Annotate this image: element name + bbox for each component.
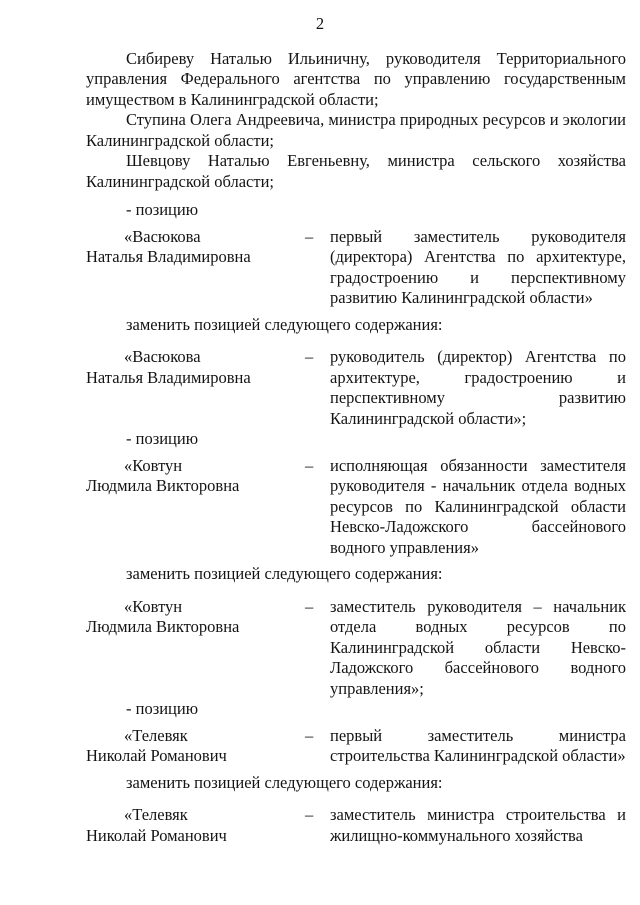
name-line2: Наталья Владимировна (86, 247, 251, 266)
name-line2: Людмила Викторовна (86, 617, 240, 636)
name-line1: «Васюкова (124, 347, 201, 366)
dash-separator: – (305, 455, 314, 475)
position-row-kovtun-old (86, 456, 626, 559)
dash-separator: – (305, 596, 314, 616)
dash-separator: – (305, 347, 314, 366)
intro-paragraphs (86, 49, 626, 193)
position-row-televyak-old (86, 726, 626, 767)
position-marker: - позицию (126, 429, 199, 448)
position-description: первый заместитель руководителя (директора) Агентства по архитектуре, градостроению и перспективному развитию Калининградской области» (330, 226, 626, 307)
replace-instruction: заменить позицией следующего содержания: (126, 314, 443, 334)
name-line1: «Ковтун (124, 455, 183, 475)
position-row-televyak-new (86, 805, 626, 846)
position-row-vasyukova-new (86, 347, 626, 429)
name-line2: Николай Романович (86, 825, 227, 845)
position-marker: - позицию (126, 699, 199, 718)
position-name (86, 347, 305, 388)
replace-instruction: заменить позицией следующего содержания: (126, 564, 443, 583)
name-line1: «Ковтун (124, 596, 183, 616)
document-content (86, 49, 626, 847)
position-name (86, 726, 305, 767)
dash-separator: – (305, 226, 314, 246)
name-line2: Наталья Владимировна (86, 367, 251, 387)
position-row-vasyukova-old (86, 227, 626, 309)
name-line1: «Телевяк (124, 805, 188, 824)
position-description: заместитель министра строительства и жилищно-коммунального хозяйства (330, 805, 626, 845)
name-line1: «Васюкова (124, 226, 201, 246)
position-description: руководитель (директор) Агентства по архитектуре, градостроению и перспективному развитию Калининградской области»; (330, 347, 626, 428)
page-number: 2 (315, 14, 325, 33)
paragraph-sibireva: Сибиреву Наталью Ильиничну, руководителя Территориального управления Федерального агентства по управлению государственным имуществом в Калининградской области; (86, 48, 626, 109)
position-row-kovtun-new (86, 597, 626, 700)
replace-instruction: заменить позицией следующего содержания: (126, 772, 443, 792)
name-line2: Людмила Викторовна (86, 476, 240, 495)
paragraph-stupin: Ступина Олега Андреевича, министра природных ресурсов и экологии Калининградской области; (86, 110, 626, 150)
position-name (86, 805, 305, 846)
dash-separator: – (305, 725, 314, 745)
position-name (86, 597, 305, 638)
name-line1: «Телевяк (124, 725, 188, 745)
position-description: первый заместитель министра строительства Калининградской области» (330, 725, 626, 765)
paragraph-shevtsova: Шевцову Наталью Евгеньевну, министра сельского хозяйства Калининградской области; (86, 151, 626, 191)
position-description: заместитель руководителя – начальник отдела водных ресурсов по Калининградской области Невско-Ладожского бассейнового водного управления»; (330, 596, 626, 698)
position-marker: - позицию (126, 200, 199, 219)
position-name (86, 456, 305, 497)
position-name (86, 227, 305, 268)
dash-separator: – (305, 805, 314, 824)
name-line2: Николай Романович (86, 746, 227, 765)
position-description: исполняющая обязанности заместителя руководителя - начальник отдела водных ресурсов по Калининградской области Невско-Ладожского бассейнового водного управления» (330, 455, 626, 557)
